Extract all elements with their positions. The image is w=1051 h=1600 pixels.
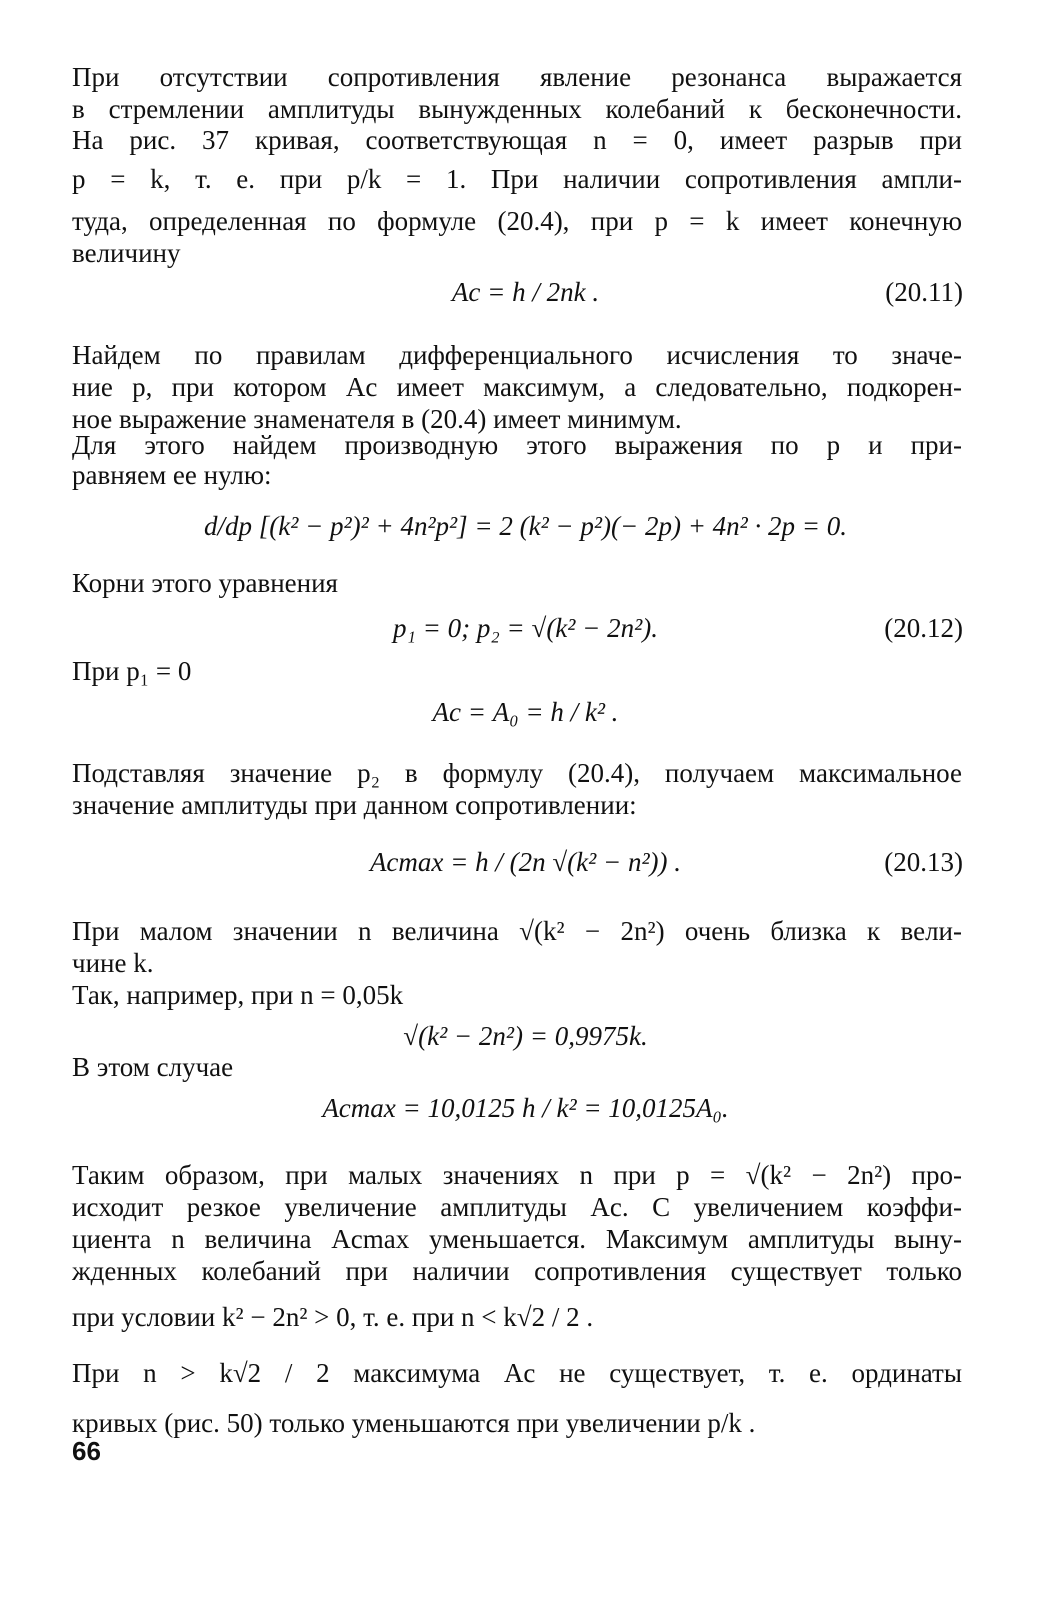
- paragraph-line: Таким образом, при малых значениях n при p = √(k² − 2n²) про-: [72, 1160, 962, 1190]
- equation-20-11: [0, 272, 1051, 320]
- formula-text: Aс = A₀ = h / k² .: [432, 697, 619, 727]
- paragraph-line: чине k.: [72, 948, 154, 978]
- paragraph-line: При отсутствии сопротивления явление резонанса выражается: [72, 62, 962, 92]
- paragraph-line: Для этого найдем производную этого выражения по p и при-: [72, 430, 962, 460]
- paragraph-line: исходит резкое увеличение амплитуды Aс. С увеличением коэффи-: [72, 1192, 962, 1222]
- paragraph-line: жденных колебаний при наличии сопротивления существует только: [72, 1256, 962, 1286]
- formula-text: p₁ = 0; p₂ = √(k² − 2n²).: [393, 613, 658, 643]
- paragraph-line: величину: [72, 238, 181, 268]
- equation-20-13: [0, 842, 1051, 890]
- paragraph-line: циента n величина Aсmax уменьшается. Максимум амплитуды выну-: [72, 1224, 962, 1254]
- paragraph-line: Найдем по правилам дифференциального исчисления то значе-: [72, 340, 962, 370]
- equation-derivative: [0, 506, 1051, 554]
- equation-number: (20.11): [885, 277, 963, 307]
- formula-text: Aсmax = 10,0125 h / k² = 10,0125A₀.: [322, 1093, 729, 1123]
- paragraph-line: Подставляя значение p₂ в формулу (20.4), получаем максимальное: [72, 758, 962, 788]
- paragraph-line: равняем ее нулю:: [72, 460, 272, 490]
- paragraph-line: p = k, т. е. при p/k = 1. При наличии сопротивления ампли-: [72, 164, 962, 194]
- paragraph-line: Так, например, при n = 0,05k: [72, 980, 404, 1010]
- paragraph-line: В этом случае: [72, 1052, 234, 1082]
- paragraph-line: При p₁ = 0: [72, 656, 192, 686]
- paragraph-line: значение амплитуды при данном сопротивлении:: [72, 790, 637, 820]
- page-number: 66: [72, 1436, 101, 1466]
- formula-text: Aсmax = h / (2n √(k² − n²)) .: [369, 847, 682, 877]
- equation-number: (20.13): [884, 847, 963, 877]
- paragraph-line: при условии k² − 2n² > 0, т. е. при n < k√2 / 2 .: [72, 1302, 594, 1332]
- equation-amax: [0, 1088, 1051, 1136]
- paragraph-line: При малом значении n величина √(k² − 2n²) очень близка к вели-: [72, 916, 962, 946]
- equation-20-12: [0, 608, 1051, 656]
- equation-a0: [0, 692, 1051, 740]
- paragraph-line: туда, определенная по формуле (20.4), при p = k имеет конечную: [72, 206, 962, 236]
- equation-number: (20.12): [884, 613, 963, 643]
- paragraph-line: в стремлении амплитуды вынужденных колебаний к бесконечности.: [72, 94, 962, 124]
- paragraph-line: При n > k√2 / 2 максимума Aс не существует, т. е. ординаты: [72, 1358, 962, 1388]
- paragraph-line: ное выражение знаменателя в (20.4) имеет минимум.: [72, 404, 682, 434]
- formula-text: Aс = h / 2nk .: [451, 277, 600, 307]
- paragraph-line: Корни этого уравнения: [72, 568, 338, 598]
- formula-text: d/dp [(k² − p²)² + 4n²p²] = 2 (k² − p²)(− 2p) + 4n² · 2p = 0.: [204, 511, 847, 541]
- paragraph-line: ние p, при котором Aс имеет максимум, а следовательно, подкорен-: [72, 372, 962, 402]
- paragraph-line: На рис. 37 кривая, соответствующая n = 0, имеет разрыв при: [72, 125, 962, 155]
- formula-text: √(k² − 2n²) = 0,9975k.: [403, 1021, 648, 1051]
- paragraph-line: кривых (рис. 50) только уменьшаются при увеличении p/k .: [72, 1408, 756, 1438]
